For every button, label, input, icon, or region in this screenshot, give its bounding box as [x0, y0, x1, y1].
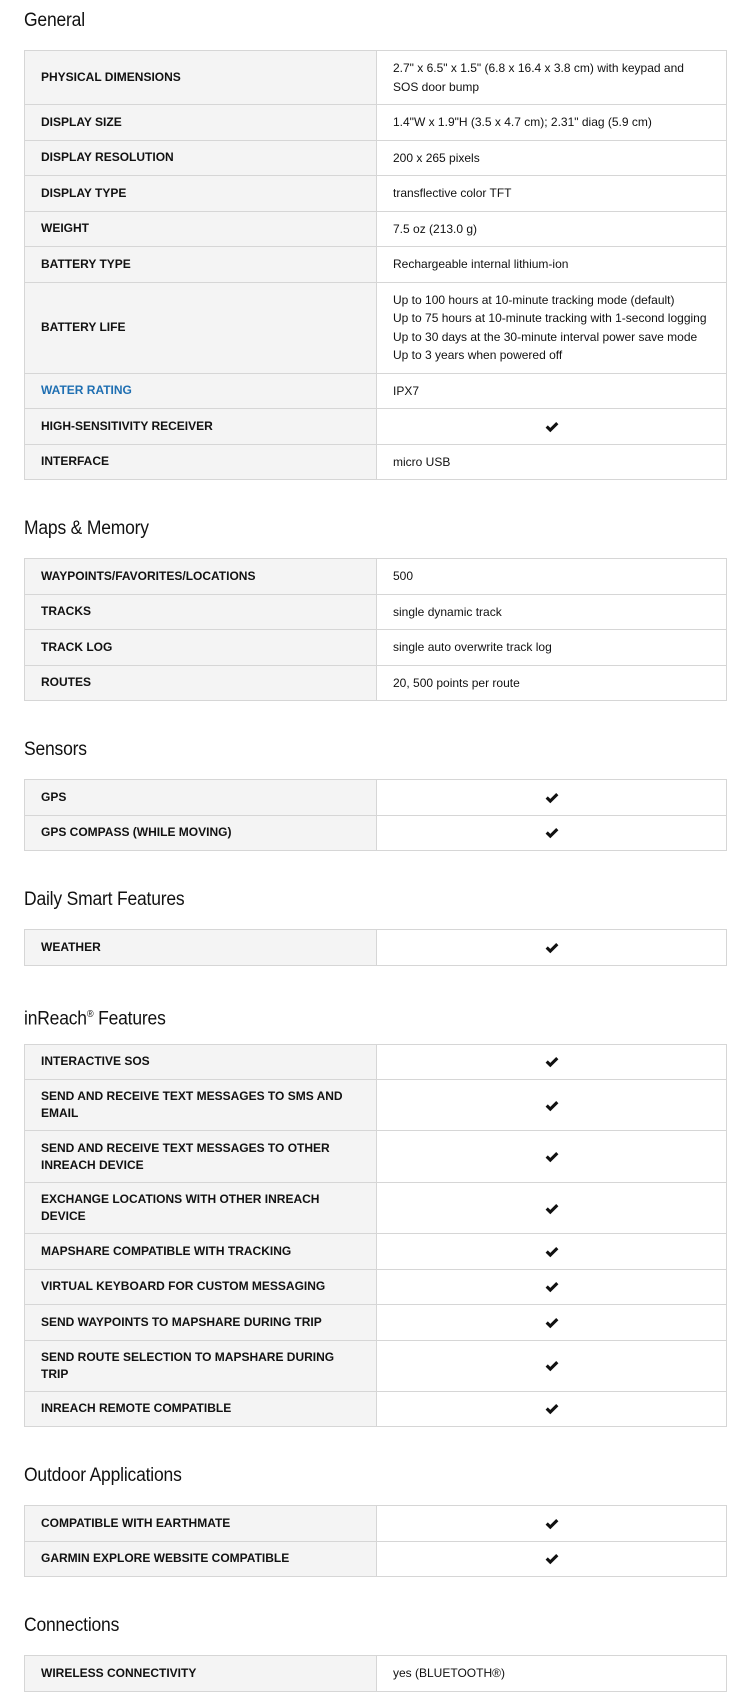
spec-value-line: 20, 500 points per route	[393, 675, 520, 690]
check-icon	[545, 1281, 559, 1293]
spec-label: INTERFACE	[25, 444, 377, 480]
spec-value-line: 500	[393, 569, 414, 583]
spec-label: HIGH-SENSITIVITY RECEIVER	[25, 409, 377, 445]
spec-row-gps-compass-while-moving	[25, 815, 727, 851]
spec-row-battery-type	[25, 247, 727, 283]
spec-row-compatible-with-earthmate	[25, 1506, 727, 1542]
check-icon	[545, 1317, 559, 1329]
spec-row-high-sensitivity-receiver	[25, 409, 727, 445]
check-icon	[545, 1056, 559, 1068]
spec-label: TRACK LOG	[25, 630, 377, 666]
spec-table	[24, 558, 727, 701]
check-icon	[545, 1203, 559, 1215]
spec-value-line: single dynamic track	[393, 604, 502, 619]
spec-label: VIRTUAL KEYBOARD FOR CUSTOM MESSAGING	[25, 1269, 377, 1305]
spec-label: DISPLAY TYPE	[25, 176, 377, 212]
spec-label: MAPSHARE COMPATIBLE WITH TRACKING	[25, 1234, 377, 1270]
check-icon	[545, 1553, 559, 1565]
spec-value-check	[377, 1541, 727, 1577]
spec-value-check	[377, 1044, 727, 1080]
spec-label: SEND AND RECEIVE TEXT MESSAGES TO SMS AND EMAIL	[25, 1080, 377, 1131]
section-title: General	[24, 10, 85, 31]
spec-label: BATTERY TYPE	[25, 247, 377, 283]
spec-label: DISPLAY RESOLUTION	[25, 140, 377, 176]
spec-label: WIRELESS CONNECTIVITY	[25, 1656, 377, 1692]
spec-label: COMPATIBLE WITH EARTHMATE	[25, 1506, 377, 1542]
spec-value	[377, 51, 727, 105]
spec-row-garmin-explore-website-compatible	[25, 1541, 727, 1577]
spec-value	[377, 1656, 727, 1692]
spec-row-mapshare-compatible-with-tracking	[25, 1234, 727, 1270]
section-maps-memory	[24, 508, 721, 701]
spec-value	[377, 373, 727, 409]
section-general	[24, 0, 721, 480]
spec-value-check	[377, 1340, 727, 1391]
spec-value-check	[377, 1506, 727, 1542]
section-inreach-features	[24, 994, 721, 1428]
spec-row-interactive-sos	[25, 1044, 727, 1080]
spec-row-weight	[25, 211, 727, 247]
section-title: Outdoor Applications	[24, 1465, 182, 1486]
spec-value	[377, 176, 727, 212]
spec-label: GPS	[25, 780, 377, 816]
section-title: Sensors	[24, 739, 87, 760]
spec-value-check	[377, 930, 727, 966]
check-icon	[545, 827, 559, 839]
spec-value-line: yes (BLUETOOTH®)	[393, 1666, 505, 1680]
spec-row-display-size	[25, 105, 727, 141]
spec-table	[24, 1655, 727, 1692]
spec-value-check	[377, 1305, 727, 1341]
spec-row-send-and-receive-text-messages-to-sms-and-email	[25, 1080, 727, 1131]
spec-value-check	[377, 1234, 727, 1270]
spec-row-wireless-connectivity	[25, 1656, 727, 1692]
spec-label: INREACH REMOTE COMPATIBLE	[25, 1391, 377, 1427]
spec-value	[377, 211, 727, 247]
spec-row-weather	[25, 930, 727, 966]
spec-label: WAYPOINTS/FAVORITES/LOCATIONS	[25, 559, 377, 595]
section-title: Maps & Memory	[24, 518, 149, 539]
spec-label: SEND AND RECEIVE TEXT MESSAGES TO OTHER INREACH DEVICE	[25, 1131, 377, 1183]
spec-value	[377, 282, 727, 373]
check-icon	[545, 942, 559, 954]
spec-value-line: IPX7	[393, 383, 420, 398]
spec-value-check	[377, 1269, 727, 1305]
spec-label: GPS COMPASS (WHILE MOVING)	[25, 815, 377, 851]
spec-row-send-and-receive-text-messages-to-other-inreach-device	[25, 1131, 727, 1183]
section-connections	[24, 1605, 721, 1692]
spec-value-line: 1.4"W x 1.9"H (3.5 x 4.7 cm); 2.31" diag (5.9 cm)	[393, 115, 652, 129]
section-outdoor-applications	[24, 1455, 721, 1577]
spec-value-check	[377, 1183, 727, 1234]
spec-value	[377, 665, 727, 701]
spec-value-line: Up to 100 hours at 10-minute tracking mode (default)	[393, 292, 675, 307]
spec-label: SEND WAYPOINTS TO MAPSHARE DURING TRIP	[25, 1305, 377, 1341]
spec-value-check	[377, 780, 727, 816]
spec-value-check	[377, 409, 727, 445]
check-icon	[545, 792, 559, 804]
section-daily-smart-features	[24, 879, 721, 966]
spec-value-check	[377, 1391, 727, 1427]
spec-value	[377, 105, 727, 141]
spec-table	[24, 50, 727, 480]
spec-label-link[interactable]: WATER RATING	[25, 373, 377, 409]
spec-value	[377, 140, 727, 176]
spec-table	[24, 779, 727, 851]
spec-label: WEATHER	[25, 930, 377, 966]
spec-value	[377, 559, 727, 595]
spec-row-track-log	[25, 630, 727, 666]
spec-label: BATTERY LIFE	[25, 282, 377, 373]
spec-row-send-waypoints-to-mapshare-during-trip	[25, 1305, 727, 1341]
spec-value-line: transflective color TFT	[393, 186, 512, 200]
spec-label: ROUTES	[25, 665, 377, 701]
spec-row-send-route-selection-to-mapshare-during-trip	[25, 1340, 727, 1391]
spec-value-check	[377, 815, 727, 851]
spec-value-line: Up to 75 hours at 10-minute tracking with 1-second logging	[393, 311, 707, 325]
spec-row-inreach-remote-compatible	[25, 1391, 727, 1427]
spec-row-tracks	[25, 594, 727, 630]
spec-value	[377, 247, 727, 283]
spec-row-waypoints-favorites-locations	[25, 559, 727, 595]
check-icon	[545, 1360, 559, 1372]
spec-value-line: Rechargeable internal lithium-ion	[393, 257, 569, 271]
spec-row-physical-dimensions	[25, 51, 727, 105]
spec-table	[24, 1505, 727, 1577]
spec-row-display-type	[25, 176, 727, 212]
section-title: Connections	[24, 1615, 120, 1636]
spec-row-routes	[25, 665, 727, 701]
section-title: inReach® Features	[24, 1007, 166, 1029]
spec-label: GARMIN EXPLORE WEBSITE COMPATIBLE	[25, 1541, 377, 1577]
check-icon	[545, 1151, 559, 1163]
spec-value-check	[377, 1080, 727, 1131]
check-icon	[545, 421, 559, 433]
spec-table	[24, 1044, 727, 1428]
spec-label: TRACKS	[25, 594, 377, 630]
spec-row-interface	[25, 444, 727, 480]
check-icon	[545, 1518, 559, 1530]
spec-table	[24, 929, 727, 966]
spec-row-gps	[25, 780, 727, 816]
section-sensors	[24, 729, 721, 851]
spec-row-battery-life	[25, 282, 727, 373]
spec-value-line: single auto overwrite track log	[393, 640, 552, 654]
spec-row-exchange-locations-with-other-inreach-device	[25, 1183, 727, 1234]
spec-value	[377, 594, 727, 630]
check-icon	[545, 1100, 559, 1112]
spec-value-line: 2.7" x 6.5" x 1.5" (6.8 x 16.4 x 3.8 cm) with keypad and SOS door bump	[393, 61, 684, 94]
spec-label: DISPLAY SIZE	[25, 105, 377, 141]
spec-value-check	[377, 1131, 727, 1183]
spec-value-line: 200 x 265 pixels	[393, 150, 480, 165]
spec-value-line: micro USB	[393, 454, 451, 469]
spec-label: EXCHANGE LOCATIONS WITH OTHER INREACH DEVICE	[25, 1183, 377, 1234]
spec-label: SEND ROUTE SELECTION TO MAPSHARE DURING TRIP	[25, 1340, 377, 1391]
spec-value-line: Up to 3 years when powered off	[393, 348, 563, 362]
spec-row-water-rating	[25, 373, 727, 409]
spec-value	[377, 630, 727, 666]
spec-label: WEIGHT	[25, 211, 377, 247]
spec-label: INTERACTIVE SOS	[25, 1044, 377, 1080]
spec-label: PHYSICAL DIMENSIONS	[25, 51, 377, 105]
spec-value-line: Up to 30 days at the 30-minute interval power save mode	[393, 329, 698, 344]
spec-value	[377, 444, 727, 480]
spec-row-display-resolution	[25, 140, 727, 176]
check-icon	[545, 1246, 559, 1258]
check-icon	[545, 1403, 559, 1415]
spec-value-line: 7.5 oz (213.0 g)	[393, 221, 478, 236]
spec-row-virtual-keyboard-for-custom-messaging	[25, 1269, 727, 1305]
section-title: Daily Smart Features	[24, 889, 185, 910]
